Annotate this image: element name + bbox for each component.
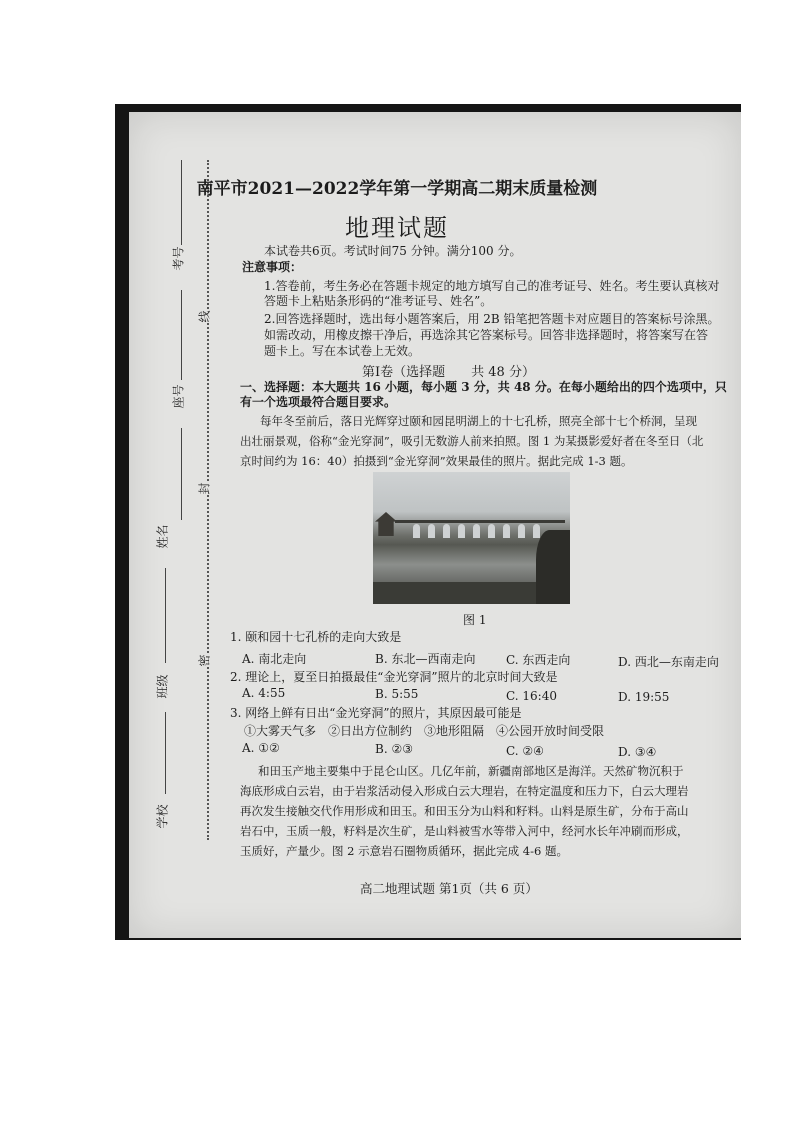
figure1-photo: [373, 472, 570, 604]
bridge-arch: [533, 524, 540, 538]
option-c: C. ②④: [506, 744, 544, 758]
passage-line: 和田玉产地主要集中于昆仑山区。几亿年前，新疆南部地区是海洋。天然矿物沉积于: [258, 764, 684, 778]
section-instructions: 有一个选项最符合题目要求。: [240, 395, 397, 409]
figure1-caption: 图 1: [463, 613, 487, 627]
exam-no-label: 考号: [171, 246, 186, 271]
bridge-arch: [458, 524, 465, 538]
seal-dotted-line: [207, 160, 209, 840]
section-instructions: 一、选择题：本大题共 16 小题，每小题 3 分，共 48 分。在每小题给出的四个选项中，只: [240, 380, 727, 394]
bridge-arch: [473, 524, 480, 538]
notice-heading: 注意事项：: [242, 260, 303, 274]
class-line-top: [165, 568, 166, 663]
passage-line: 再次发生接触交代作用形成和田玉。和田玉分为山料和籽料。山料是原生矿，分布于高山: [240, 804, 689, 818]
option-a: A. 4:55: [242, 686, 286, 700]
notice-line: 2.回答选择题时，选出每小题答案后，用 2B 铅笔把答题卡对应题目的答案标号涂黑。: [264, 312, 720, 326]
bridge-arch: [428, 524, 435, 538]
passage-line: 每年冬至前后，落日光辉穿过颐和园昆明湖上的十七孔桥，照亮全部十七个桥洞，呈现: [260, 414, 697, 428]
part1-heading: 第Ⅰ卷（选择题 共 48 分）: [362, 365, 535, 380]
option-d: D. 西北—东南走向: [618, 655, 719, 669]
name-label: 姓名: [155, 524, 170, 549]
option-d: D. 19:55: [618, 690, 670, 704]
exam-title: 南平市2021—2022学年第一学期高二期末质量检测: [196, 179, 598, 199]
passage-line: 出壮丽景观，俗称“金光穿洞”，吸引无数游人前来拍照。图 1 为某摄影爱好者在冬至日（北: [240, 434, 704, 448]
bridge-arch: [518, 524, 525, 538]
seal-mark-xian: 线: [197, 310, 212, 323]
notice-line: 题卡上。写在本试卷上无效。: [264, 344, 421, 358]
option-b: B. ②③: [375, 742, 413, 756]
seat-no-label: 座号: [171, 384, 186, 409]
passage-line: 京时间约为 16：40）拍摄到“金光穿洞”效果最佳的照片。据此完成 1-3 题。: [240, 454, 633, 468]
passage-line: 海底形成白云岩，由于岩浆活动侵入形成白云大理岩，在特定温度和压力下，白云大理岩: [240, 784, 689, 798]
notice-line: 答题卡上粘贴条形码的“准考证号、姓名”。: [264, 294, 493, 308]
question-stem: 1. 颐和园十七孔桥的走向大致是: [230, 630, 402, 644]
seal-mark-feng: 封: [197, 482, 212, 495]
seal-mark-mi: 密: [197, 654, 212, 667]
bridge-arch: [413, 524, 420, 538]
school-line: [165, 712, 166, 794]
bridge-arch: [488, 524, 495, 538]
school-label: 学校: [155, 804, 170, 829]
subject-title: 地理试题: [345, 214, 449, 242]
exam-intro: 本试卷共6页。考试时间75 分钟。满分100 分。: [264, 244, 522, 258]
class-label: 班级: [155, 674, 170, 699]
tree-shape: [536, 530, 570, 604]
passage-line: 玉质好，产量少。图 2 示意岩石圈物质循环，据此完成 4-6 题。: [240, 844, 568, 858]
question-stem: 3. 网络上鲜有日出“金光穿洞”的照片，其原因最可能是: [230, 706, 522, 720]
seat-line: [181, 290, 182, 380]
passage-line: 岩石中，玉质一般，籽料是次生矿，是山料被雪水等带入河中，经河水长年冲刷而形成，: [240, 824, 689, 838]
page-footer: 高二地理试题 第1页（共 6 页）: [360, 881, 538, 896]
option-a: A. 南北走向: [242, 652, 307, 666]
option-c: C. 16:40: [506, 689, 557, 703]
pavilion-shape: [375, 512, 397, 536]
option-b: B. 东北—西南走向: [375, 652, 476, 666]
option-d: D. ③④: [618, 745, 657, 759]
question-stem: 2. 理论上，夏至日拍摄最佳“金光穿洞”照片的北京时间大致是: [230, 670, 558, 684]
notice-line: 1.答卷前，考生务必在答题卡规定的地方填写自己的准考证号、姓名。考生要认真核对: [264, 279, 720, 293]
name-line: [181, 428, 182, 520]
option-c: C. 东西走向: [506, 653, 571, 667]
bridge-arch: [503, 524, 510, 538]
option-a: A. ①②: [242, 741, 280, 755]
notice-line: 如需改动，用橡皮擦干净后，再选涂其它答案标号。回答非选择题时，将答案写在答: [264, 328, 709, 342]
question-items: ①大雾天气多 ②日出方位制约 ③地形阻隔 ④公园开放时间受限: [244, 724, 605, 738]
option-b: B. 5:55: [375, 687, 419, 701]
bridge-arch: [443, 524, 450, 538]
